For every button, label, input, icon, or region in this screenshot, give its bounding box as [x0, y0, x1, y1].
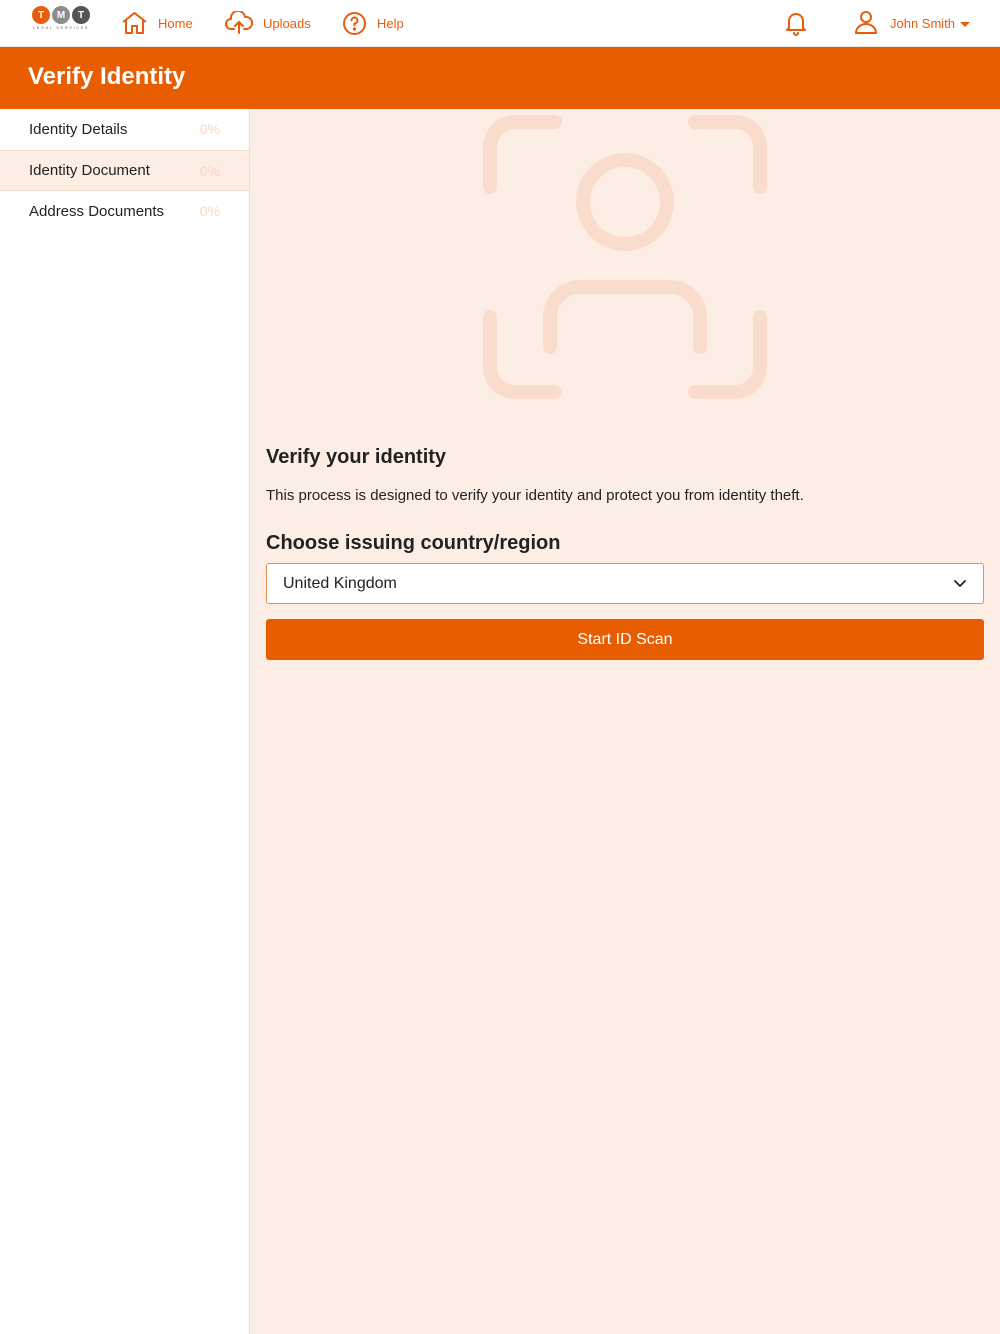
verify-description: This process is designed to verify your identity and protect you from identity theft. — [266, 487, 804, 504]
user-name: John Smith — [890, 15, 956, 31]
logo-subtitle: LEGAL SERVICES — [32, 25, 90, 30]
nav-home-link[interactable] — [121, 9, 193, 37]
user-icon — [853, 9, 879, 38]
country-select-value: United Kingdom — [283, 574, 397, 592]
nav-uploads-label: Uploads — [263, 15, 311, 31]
start-id-scan-button[interactable]: Start ID Scan — [266, 619, 984, 660]
help-circle-icon — [342, 11, 367, 36]
page-header — [0, 47, 1000, 109]
sidebar-item-label: Identity Details — [29, 120, 128, 138]
main-content — [250, 109, 1000, 1334]
nav-help-link[interactable] — [342, 9, 404, 37]
verify-heading: Verify your identity — [266, 446, 447, 468]
home-icon — [121, 11, 148, 35]
sidebar-item-label: Address Documents — [29, 202, 165, 220]
page-title: Verify Identity — [28, 63, 186, 90]
logo-letter-3: T — [72, 6, 90, 24]
sidebar-item-progress: 0% — [199, 121, 220, 137]
sidebar-item-progress: 0% — [199, 162, 220, 179]
bell-icon[interactable] — [783, 9, 809, 37]
top-navigation-bar — [0, 0, 1000, 47]
nav-help-label: Help — [377, 15, 404, 31]
logo-letter-1: T — [32, 6, 50, 24]
nav-uploads-link[interactable] — [225, 9, 311, 37]
caret-down-icon — [960, 22, 970, 27]
user-menu[interactable] — [853, 9, 970, 37]
sidebar-item-identity-details[interactable] — [0, 109, 249, 150]
sidebar — [0, 109, 250, 1334]
upload-cloud-icon — [225, 11, 253, 35]
sidebar-item-address-documents[interactable] — [0, 191, 249, 232]
country-select-label: Choose issuing country/region — [266, 532, 561, 554]
sidebar-item-identity-document[interactable] — [0, 150, 249, 191]
sidebar-item-label: Identity Document — [29, 162, 150, 179]
sidebar-item-progress: 0% — [199, 203, 220, 219]
country-select[interactable] — [266, 563, 984, 604]
logo-letter-2: M — [52, 6, 70, 24]
face-scan-icon — [480, 112, 770, 402]
chevron-down-icon — [953, 575, 967, 593]
tmt-logo[interactable] — [32, 6, 92, 42]
nav-home-label: Home — [158, 15, 193, 31]
